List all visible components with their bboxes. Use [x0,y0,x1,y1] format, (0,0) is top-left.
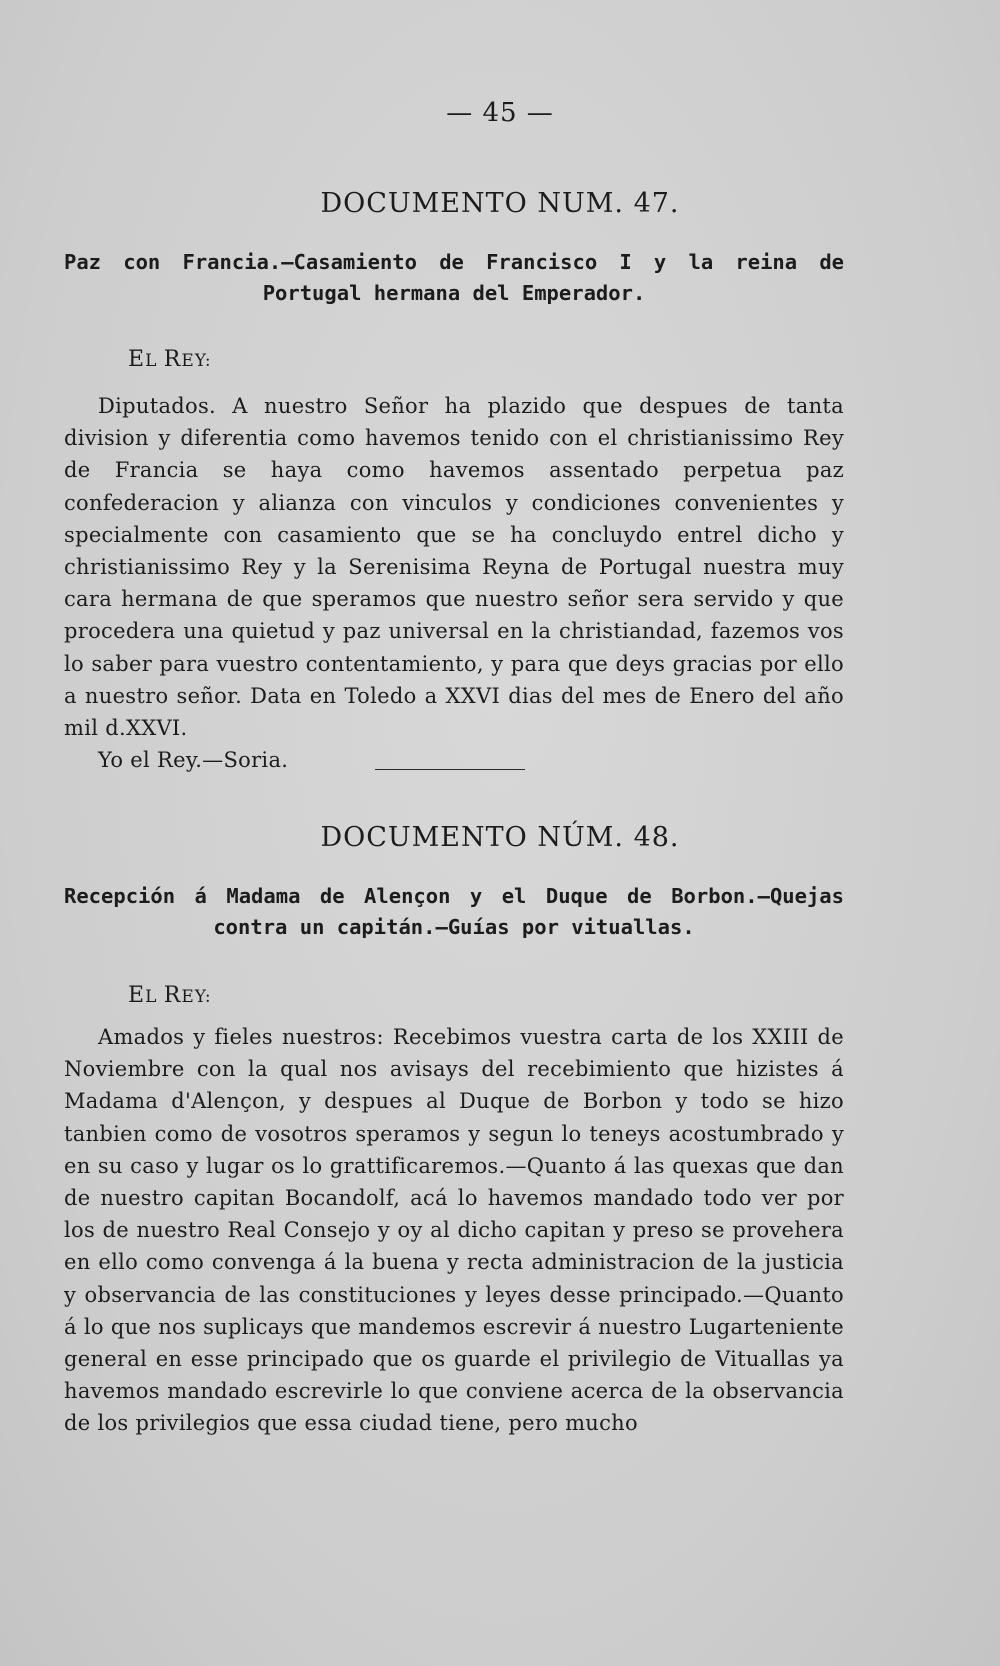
salutation-48 [128,983,212,1008]
document-subtitle-47: Paz con Francia.—Casamiento de Francisco I y la reina de Portugal hermana del Emperador. [64,250,844,305]
salutation-smallcaps: EY: [181,351,212,371]
salutation-smallcaps: L [145,351,164,371]
salutation-letter: E [128,983,146,1008]
salutation-letter: R [163,347,182,372]
salutation-smallcaps: EY: [181,987,212,1007]
body-paragraph: Amados y fieles nuestros: Recebimos vuestra carta de los XXIII de Noviembre con la qual nos avisays del recebimiento que hizistes á Madama d'Alençon, y despues al Duque de Borbon y todo se hizo tanbien como de vosotros speramos y segun lo teneys acostumbrado y en su caso y lugar os lo grattificaremos.—Quanto á las quexas que dan de nuestro capitan Bocandolf, acá lo havemos mandado todo ver por los de nuestro Real Consejo y oy al dicho capitan y preso se provehera en ello como convenga á la buena y recta administracion de la justicia y observancia de las constituciones y leyes desse principado.—Quanto á lo que nos suplicays que mandemos escrevir á nuestro Lugarteniente general en esse principado que os guarde el privilegio de Vituallas ya havemos mandado escrevirle lo que conviene acerca de la observancia de los privilegios que essa ciudad tiene, pero mucho [64,1025,844,1436]
page-number: — 45 — [446,98,554,128]
document-body-47 [64,390,844,776]
document-heading-47: DOCUMENTO NUM. 47. [320,188,680,219]
salutation-smallcaps: L [145,987,164,1007]
body-paragraph: Diputados. A nuestro Señor ha plazido que despues de tanta division y diferentia como havemos tenido con el christianissimo Rey de Francia se haya como havemos assentado perpetua paz confederacion y alianza con vinculos y condiciones convenientes y specialmente con casamiento que se ha concluydo entrel dicho y christianissimo Rey y la Serenisima Reyna de Portugal nuestra muy cara hermana de que speramos que nuestro señor sera servido y que procedera una quietud y paz universal en la christiandad, fazemos vos lo saber para vuestro contentamiento, y para que deys gracias por ello a nuestro señor. Data en Toledo a XXVI dias del mes de Enero del año mil d.XXVI. [64,394,844,741]
salutation-letter: E [128,347,146,372]
salutation-letter: R [163,983,182,1008]
salutation-47 [128,347,212,372]
section-divider [375,769,525,770]
document-heading-48: DOCUMENTO NÚM. 48. [320,822,680,853]
document-body-48 [64,1021,844,1440]
document-subtitle-48: Recepción á Madama de Alençon y el Duque de Borbon.—Quejas contra un capitán.—Guías por vituallas. [64,884,844,939]
closing-line: Yo el Rey.—Soria. [98,748,289,773]
